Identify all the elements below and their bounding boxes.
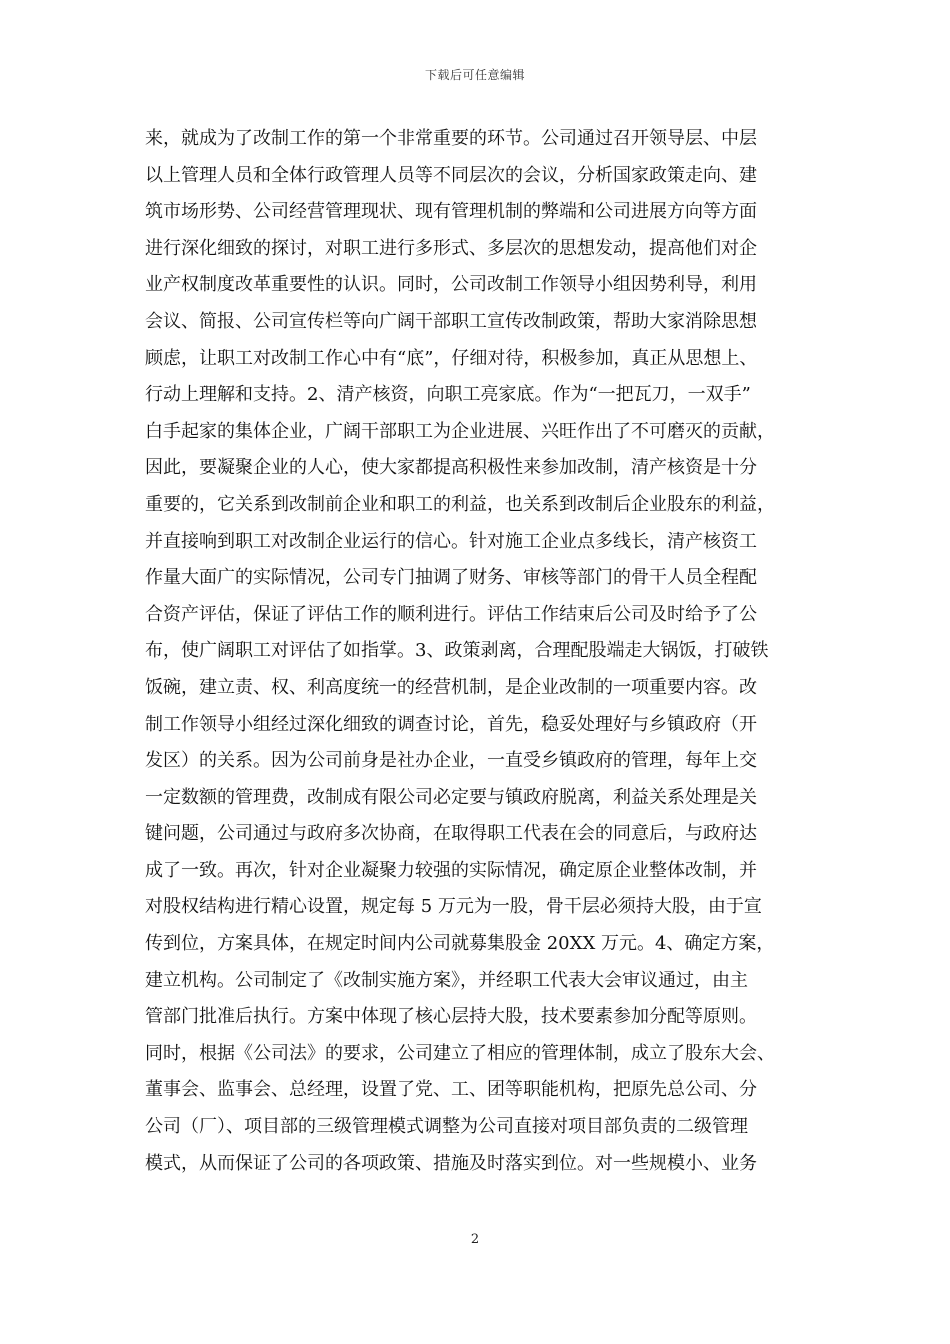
text-line: 来，就成为了改制工作的第一个非常重要的环节。公司通过召开领导层、中层 <box>145 128 757 149</box>
text-line: 因此，要凝聚企业的人心，使大家都提高积极性来参加改制，清产核资是十分 <box>145 457 757 479</box>
page-number: 2 <box>470 1232 480 1247</box>
text-line: 重要的，它关系到改制前企业和职工的利益，也关系到改制后企业股东的利益， <box>145 493 775 515</box>
text-line: 以上管理人员和全体行政管理人员等不同层次的会议，分析国家政策走向、建 <box>145 164 757 186</box>
page-header: 下载后可任意编辑 <box>424 68 525 82</box>
text-line: 布，使广阔职工对评估了如指掌。3、政策剥离，合理配股端走大锅饭，打破铁 <box>145 640 769 662</box>
text-line: 成了一致。再次，针对企业凝聚力较强的实际情况，确定原企业整体改制，并 <box>145 859 757 881</box>
text-line: 同时，根据《公司法》的要求，公司建立了相应的管理体制，成立了股东大会、 <box>145 1042 775 1064</box>
text-line: 传到位，方案具体，在规定时间内公司就募集股金 20XX 万元。4、确定方案， <box>145 933 775 955</box>
text-line: 公司（厂）、项目部的三级管理模式调整为公司直接对项目部负责的二级管理 <box>145 1116 748 1138</box>
text-line: 一定数额的管理费，改制成有限公司必定要与镇政府脱离，利益关系处理是关 <box>145 786 757 808</box>
text-line: 饭碗，建立责、权、利高度统一的经营机制，是企业改制的一项重要内容。改 <box>145 676 757 698</box>
text-line: 模式，从而保证了公司的各项政策、措施及时落实到位。对一些规模小、业务 <box>145 1152 757 1174</box>
text-line: 建立机构。公司制定了《改制实施方案》，并经职工代表大会审议通过，由主 <box>145 969 748 991</box>
text-line: 行动上理解和支持。2、清产核资，向职工亮家底。作为“一把瓦刀，一双手” <box>145 384 751 406</box>
text-line: 进行深化细致的探讨，对职工进行多形式、多层次的思想发动，提高他们对企 <box>145 237 757 259</box>
text-line: 筑市场形势、公司经营管理现状、现有管理机制的弊端和公司进展方向等方面 <box>145 201 757 223</box>
body-text <box>145 121 805 1182</box>
text-line: 发区）的关系。因为公司前身是社办企业，一直受乡镇政府的管理，每年上交 <box>145 750 757 772</box>
text-line: 管部门批准后执行。方案中体现了核心层持大股，技术要素参加分配等原则。 <box>145 1006 757 1028</box>
text-line: 业产权制度改革重要性的认识。同时，公司改制工作领导小组因势利导，利用 <box>145 274 757 296</box>
text-line: 董事会、监事会、总经理，设置了党、工、团等职能机构，把原先总公司、分 <box>145 1079 757 1101</box>
text-line: 白手起家的集体企业，广阔干部职工为企业进展、兴旺作出了不可磨灭的贡献， <box>145 420 775 442</box>
text-line: 并直接响到职工对改制企业运行的信心。针对施工企业点多线长，清产核资工 <box>145 530 757 552</box>
text-line: 制工作领导小组经过深化细致的调查讨论，首先，稳妥处理好与乡镇政府（开 <box>145 713 757 735</box>
text-line: 会议、简报、公司宣传栏等向广阔干部职工宣传改制政策，帮助大家消除思想 <box>145 310 757 332</box>
text-line: 键问题，公司通过与政府多次协商，在取得职工代表在会的同意后，与政府达 <box>145 823 757 845</box>
text-line: 顾虑，让职工对改制工作心中有“底”，仔细对待，积极参加，真正从思想上、 <box>145 347 758 369</box>
text-line: 作量大面广的实际情况，公司专门抽调了财务、审核等部门的骨干人员全程配 <box>145 567 757 589</box>
text-line: 对股权结构进行精心设置，规定每 5 万元为一股，骨干层必须持大股，由于宣 <box>145 896 762 918</box>
text-line: 合资产评估，保证了评估工作的顺利进行。评估工作结束后公司及时给予了公 <box>145 603 757 625</box>
